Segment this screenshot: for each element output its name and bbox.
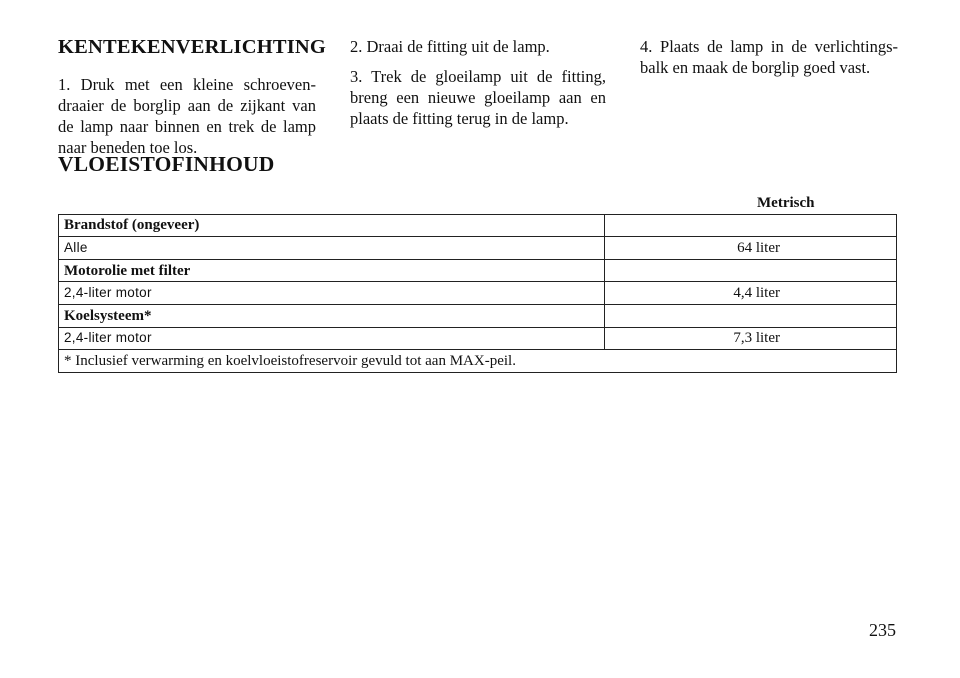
table-header-row [59,192,897,214]
row-value [605,304,897,327]
row-label: Koelsysteem* [59,304,605,327]
column-right [640,36,898,87]
column-middle [350,36,606,138]
step-4: 4. Plaats de lamp in de verlichtings-balk en maak de borglip goed vast. [640,37,898,77]
table-row [59,237,897,260]
column-header-metric: Metrisch [59,192,897,214]
table-row [59,214,897,237]
page-number: 235 [869,620,896,640]
step-3: 3. Trek de gloeilamp uit de fitting, breng een nieuwe gloeilamp aan en plaats de fitting terug in de lamp. [350,67,606,128]
column-left [58,36,327,167]
row-label: 2,4-liter motor [59,327,605,350]
table-row [59,327,897,350]
row-label: Brandstof (ongeveer) [59,214,605,237]
table-row [59,304,897,327]
row-label: 2,4-liter motor [59,282,605,305]
table-row [59,282,897,305]
fluid-capacities-table [58,192,897,373]
table-row [59,259,897,282]
section-title-fluid-capacities: VLOEISTOFINHOUD [58,152,275,176]
row-value: 64 liter [605,237,897,260]
row-label: Motorolie met filter [59,259,605,282]
table-footnote: * Inclusief verwarming en koelvloeistofreservoir gevuld tot aan MAX-peil. [59,350,897,373]
table-footnote-row [59,350,897,373]
row-value [605,214,897,237]
section-title-license-plate-lighting: KENTEKENVERLICHTING [58,36,327,58]
step-1: 1. Druk met een kleine schroeven-draaier de borglip aan de zijkant van de lamp naar binnen en trek de lamp naar beneden toe los. [58,75,316,157]
row-label: Alle [59,237,605,260]
row-value [605,259,897,282]
row-value: 7,3 liter [605,327,897,350]
step-2: 2. Draai de fitting uit de lamp. [350,37,550,56]
row-value: 4,4 liter [605,282,897,305]
